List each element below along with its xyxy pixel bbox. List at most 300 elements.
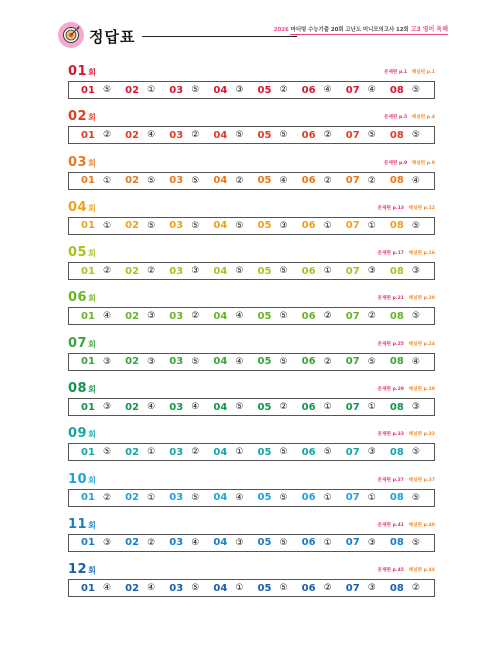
answer-choice: ④: [279, 175, 288, 186]
answer-section: [68, 336, 435, 381]
answer-choice: ⑤: [279, 356, 288, 367]
section-header: [68, 562, 435, 578]
question-number: 02: [125, 129, 140, 141]
subtitle-main: 마더텅 수능기출 20회 고난도 미니모의고사 12회: [290, 27, 409, 33]
answer-item: [81, 356, 125, 367]
section-number: [68, 64, 96, 79]
answer-choice: ⑤: [103, 447, 112, 458]
answer-choice: ⑤: [411, 220, 420, 231]
answer-choice: ⑤: [367, 130, 376, 141]
answer-item: [346, 220, 390, 231]
question-number: 01: [81, 582, 95, 594]
question-number: 01: [81, 537, 95, 549]
answer-choice: ②: [411, 583, 420, 594]
answer-choice: ③: [367, 447, 376, 458]
question-number: 01: [81, 492, 95, 504]
question-number: 01: [81, 175, 95, 187]
answer-choice: ③: [103, 402, 112, 413]
answer-box: [68, 172, 435, 190]
answer-choice: ①: [147, 447, 156, 458]
answer-item: [258, 175, 302, 186]
answer-choice: ⑤: [191, 175, 200, 186]
problem-page: p.37: [392, 477, 405, 483]
question-number: 04: [213, 356, 228, 368]
answer-choice: ①: [147, 492, 156, 503]
question-number: 07: [345, 220, 360, 232]
section-header: [68, 336, 435, 352]
problem-page: p.21: [392, 296, 405, 302]
answer-choice: ⑤: [279, 492, 288, 503]
answer-item: [81, 175, 125, 186]
answer-choice: ⑤: [279, 130, 288, 141]
answer-item: [169, 492, 213, 503]
section-header: [68, 381, 435, 397]
answer-item: [213, 447, 257, 458]
answer-choice: ③: [411, 266, 420, 277]
section-number-value: 01: [68, 64, 88, 79]
question-number: 01: [81, 265, 95, 277]
answer-choice: ④: [103, 583, 112, 594]
solution-label: 해설편: [408, 568, 422, 574]
question-number: 05: [257, 582, 272, 594]
answer-item: [390, 356, 434, 367]
answer-item: [81, 85, 125, 96]
solution-page: p.40: [423, 522, 435, 528]
answer-choice: ④: [147, 402, 156, 413]
section-number: [68, 472, 96, 487]
answer-item: [302, 402, 346, 413]
answer-item: [390, 175, 434, 186]
answer-item: [81, 220, 125, 231]
answer-item: [169, 583, 213, 594]
question-number: 07: [345, 356, 360, 368]
answer-section: [68, 562, 435, 607]
answer-item: [302, 130, 346, 141]
answer-choice: ①: [323, 492, 332, 503]
question-number: 08: [389, 84, 404, 96]
answer-item: [81, 266, 125, 277]
problem-page: p.45: [392, 568, 405, 574]
question-number: 06: [301, 446, 316, 458]
answer-item: [302, 175, 346, 186]
answer-choice: ②: [191, 130, 200, 141]
answer-choice: ②: [279, 85, 288, 95]
question-number: 03: [169, 310, 184, 322]
solution-label: 해설편: [411, 160, 426, 166]
section-number: [68, 426, 96, 441]
section-number: [68, 562, 96, 577]
question-number: 01: [81, 310, 95, 322]
question-number: 02: [125, 446, 140, 458]
answer-item: [169, 85, 213, 96]
section-number-value: 02: [68, 109, 88, 125]
answer-choice: ③: [191, 266, 200, 277]
question-number: 05: [257, 492, 272, 504]
problem-label: 문제편: [384, 70, 398, 75]
answer-choice: ⑤: [191, 85, 200, 95]
answer-choice: ①: [323, 402, 332, 413]
answer-box: [68, 307, 435, 325]
question-number: 07: [345, 582, 360, 594]
answer-item: [302, 537, 346, 548]
answer-choice: ⑤: [279, 537, 288, 548]
question-number: 05: [257, 446, 272, 458]
question-number: 07: [345, 84, 360, 96]
answer-choice: ①: [367, 492, 376, 503]
question-number: 07: [345, 129, 360, 141]
answer-item: [346, 266, 390, 277]
page-reference: [384, 160, 435, 166]
answer-choice: ②: [147, 537, 156, 548]
problem-label: 문제편: [377, 251, 391, 257]
answer-item: [81, 583, 125, 594]
section-number-value: 10: [68, 471, 88, 487]
answer-choice: ③: [147, 311, 156, 322]
answer-choice: ⑤: [103, 85, 112, 95]
answer-box: [68, 126, 435, 144]
question-number: 08: [389, 537, 404, 549]
answer-item: [346, 447, 390, 458]
section-number: [68, 517, 96, 532]
answer-item: [390, 492, 434, 503]
solution-page: p.9: [426, 160, 435, 166]
answer-item: [258, 311, 302, 322]
section-hoe-label: 회: [88, 294, 97, 304]
answer-item: [213, 175, 257, 186]
question-number: 03: [169, 401, 184, 413]
question-number: 08: [389, 356, 404, 368]
question-number: 05: [257, 537, 272, 549]
answer-item: [125, 356, 169, 367]
problem-page: p.1: [398, 70, 408, 75]
question-number: 02: [125, 310, 140, 322]
question-number: 01: [81, 401, 95, 413]
answer-choice: ⑤: [147, 175, 156, 186]
page-reference: [378, 567, 435, 573]
answer-item: [213, 583, 257, 594]
question-number: 08: [389, 492, 404, 504]
answer-choice: ④: [147, 583, 156, 594]
section-hoe-label: 회: [88, 249, 97, 259]
answer-choice: ⑤: [235, 266, 244, 277]
answer-box: [68, 579, 435, 597]
section-number: [68, 245, 96, 260]
answer-choice: ③: [279, 220, 288, 231]
question-number: 06: [301, 582, 316, 594]
answer-choice: ⑤: [367, 356, 376, 367]
question-number: 04: [213, 175, 228, 187]
question-number: 04: [213, 401, 228, 413]
answer-item: [346, 537, 390, 548]
question-number: 07: [345, 175, 360, 187]
section-header: [68, 517, 435, 533]
answer-choice: ①: [323, 220, 332, 231]
answer-choice: ④: [103, 311, 112, 322]
question-number: 02: [125, 175, 140, 187]
answer-item: [302, 356, 346, 367]
answer-box: [68, 217, 435, 235]
section-number-value: 05: [68, 245, 88, 261]
answer-item: [390, 266, 434, 277]
section-number-value: 09: [68, 426, 88, 442]
answer-item: [302, 447, 346, 458]
answer-item: [302, 220, 346, 231]
question-number: 02: [125, 492, 140, 504]
subtitle-grade: 고3 영어 독해: [410, 26, 448, 33]
section-number-value: 06: [68, 290, 88, 306]
answer-section: [68, 517, 435, 562]
page-header: [58, 22, 448, 52]
question-number: 02: [125, 220, 140, 232]
answer-item: [390, 130, 434, 141]
answer-item: [346, 130, 390, 141]
section-hoe-label: 회: [88, 520, 97, 530]
answer-choice: ①: [147, 85, 156, 95]
answer-item: [346, 175, 390, 186]
question-number: 02: [125, 356, 140, 368]
question-number: 08: [389, 220, 404, 232]
page-title: 정답표: [89, 28, 136, 46]
question-number: 04: [213, 220, 228, 232]
question-number: 02: [125, 84, 140, 96]
problem-page: p.17: [392, 251, 405, 257]
answer-choice: ①: [103, 175, 112, 186]
answer-choice: ⑤: [411, 85, 420, 95]
question-number: 08: [389, 401, 404, 413]
answer-item: [390, 402, 434, 413]
question-number: 03: [169, 129, 184, 141]
answer-item: [390, 583, 434, 594]
answer-choice: ②: [103, 492, 112, 503]
question-number: 03: [169, 84, 184, 96]
section-number-value: 12: [68, 562, 88, 578]
answer-choice: ⑤: [411, 492, 420, 503]
answer-choice: ③: [411, 402, 420, 413]
answer-choice: ⑤: [191, 492, 200, 503]
question-number: 07: [345, 446, 360, 458]
question-number: 05: [257, 84, 272, 96]
question-number: 04: [213, 129, 228, 141]
page-reference: [378, 431, 435, 437]
answer-item: [258, 130, 302, 141]
answer-item: [169, 402, 213, 413]
answer-choice: ②: [191, 447, 200, 458]
answer-box: [68, 353, 435, 371]
answer-item: [125, 175, 169, 186]
question-number: 06: [301, 401, 316, 413]
answer-item: [125, 311, 169, 322]
answer-choice: ⑤: [411, 447, 420, 458]
answer-box: [68, 489, 435, 507]
answer-item: [302, 492, 346, 503]
section-number-value: 03: [68, 154, 88, 170]
answer-choice: ⑤: [279, 311, 288, 322]
answer-item: [258, 492, 302, 503]
question-number: 01: [81, 356, 95, 368]
answer-choice: ③: [367, 266, 376, 277]
solution-page: p.37: [423, 477, 435, 483]
answer-choice: ⑤: [191, 220, 200, 231]
answer-item: [213, 537, 257, 548]
question-number: 05: [257, 401, 272, 413]
solution-page: p.24: [423, 341, 435, 347]
answer-section: [68, 290, 435, 335]
answer-choice: ⑤: [323, 447, 332, 458]
section-hoe-label: 회: [88, 475, 97, 485]
answer-item: [213, 266, 257, 277]
page-reference: [384, 114, 435, 120]
answer-choice: ⑤: [191, 583, 200, 594]
question-number: 08: [389, 265, 404, 277]
answer-choice: ②: [323, 130, 332, 141]
question-number: 03: [169, 356, 184, 368]
answer-item: [346, 311, 390, 322]
answer-item: [346, 492, 390, 503]
question-number: 02: [125, 537, 140, 549]
solution-label: 해설편: [408, 205, 422, 211]
answer-box: [68, 398, 435, 416]
answer-section: [68, 381, 435, 426]
answer-choice: ②: [147, 266, 156, 277]
answer-item: [125, 583, 169, 594]
question-number: 06: [301, 129, 316, 141]
answer-choice: ⑤: [235, 220, 244, 231]
answer-choice: ⑤: [279, 583, 288, 594]
problem-label: 문제편: [377, 568, 391, 574]
answer-item: [346, 583, 390, 594]
answer-choice: ④: [235, 311, 244, 322]
page-reference: [378, 477, 435, 483]
solution-label: 해설편: [408, 296, 422, 302]
question-number: 02: [125, 401, 140, 413]
answer-choice: ③: [103, 537, 112, 548]
question-number: 01: [81, 446, 95, 458]
answer-item: [81, 402, 125, 413]
question-number: 05: [257, 356, 272, 368]
answer-item: [213, 130, 257, 141]
answer-choice: ②: [323, 311, 332, 322]
page-reference: [378, 386, 435, 392]
answer-choice: ④: [147, 130, 156, 141]
answer-item: [125, 220, 169, 231]
answer-item: [258, 402, 302, 413]
problem-label: 문제편: [377, 341, 391, 347]
answer-choice: ③: [147, 356, 156, 367]
page-reference: [378, 250, 435, 256]
section-hoe-label: 회: [88, 566, 97, 576]
answer-box: [68, 534, 435, 552]
answer-item: [81, 447, 125, 458]
solution-page: p.29: [423, 387, 435, 393]
question-number: 08: [389, 129, 404, 141]
answer-choice: ①: [323, 266, 332, 277]
answer-item: [258, 85, 302, 96]
problem-page: p.33: [392, 432, 405, 438]
answer-choice: ④: [323, 85, 332, 95]
answer-choice: ②: [103, 130, 112, 141]
answer-choice: ⑤: [279, 266, 288, 277]
section-header: [68, 245, 435, 261]
section-number: [68, 290, 96, 305]
page-reference: [378, 205, 435, 211]
question-number: 04: [213, 446, 228, 458]
question-number: 07: [345, 537, 360, 549]
question-number: 02: [125, 582, 140, 594]
answer-item: [302, 85, 346, 96]
problem-label: 문제편: [377, 477, 391, 483]
answer-choice: ②: [367, 311, 376, 322]
problem-label: 문제편: [384, 115, 398, 121]
section-number: [68, 381, 96, 396]
problem-page: p.13: [392, 205, 405, 211]
answer-choice: ③: [367, 583, 376, 594]
question-number: 03: [169, 265, 184, 277]
answer-item: [302, 311, 346, 322]
answer-choice: ⑤: [411, 311, 420, 322]
problem-page: p.41: [392, 522, 405, 528]
section-number: [68, 336, 96, 351]
solution-label: 해설편: [408, 341, 422, 347]
question-number: 07: [345, 310, 360, 322]
answer-choice: ①: [235, 447, 244, 458]
answer-choice: ①: [323, 537, 332, 548]
answer-section: [68, 155, 435, 200]
answer-choice: ⑤: [411, 537, 420, 548]
answer-choice: ⑤: [235, 402, 244, 413]
answer-choice: ④: [367, 85, 376, 95]
question-number: 03: [169, 582, 184, 594]
solution-label: 해설편: [411, 115, 426, 121]
answer-item: [125, 266, 169, 277]
answer-choice: ③: [235, 537, 244, 548]
problem-page: p.29: [392, 387, 405, 393]
answer-box: [68, 262, 435, 280]
page-reference: [378, 522, 435, 528]
solution-page: p.12: [423, 205, 435, 211]
question-number: 08: [389, 310, 404, 322]
subtitle-underline: [290, 34, 448, 35]
question-number: 01: [81, 129, 95, 141]
answer-choice: ④: [411, 175, 420, 186]
solution-label: 해설편: [408, 251, 422, 257]
problem-label: 문제편: [377, 296, 391, 302]
section-hoe-label: 회: [88, 158, 97, 168]
answer-choice: ⑤: [235, 130, 244, 141]
answer-box: [68, 81, 435, 99]
answer-choice: ④: [191, 537, 200, 548]
answer-choice: ①: [367, 220, 376, 231]
answer-item: [125, 537, 169, 548]
section-header: [68, 426, 435, 442]
answer-choice: ②: [323, 175, 332, 186]
answer-item: [81, 537, 125, 548]
answer-item: [258, 356, 302, 367]
answer-item: [213, 311, 257, 322]
question-number: 03: [169, 220, 184, 232]
answer-item: [81, 130, 125, 141]
answer-choice: ⑤: [411, 130, 420, 141]
section-number-value: 08: [68, 381, 88, 397]
problem-label: 문제편: [377, 387, 391, 393]
section-hoe-label: 회: [88, 68, 97, 77]
page-subtitle: [274, 24, 448, 33]
answer-item: [390, 537, 434, 548]
answer-choice: ②: [367, 175, 376, 186]
solution-label: 해설편: [408, 432, 422, 438]
question-number: 08: [389, 446, 404, 458]
page-reference: [378, 341, 435, 347]
section-header: [68, 155, 435, 171]
